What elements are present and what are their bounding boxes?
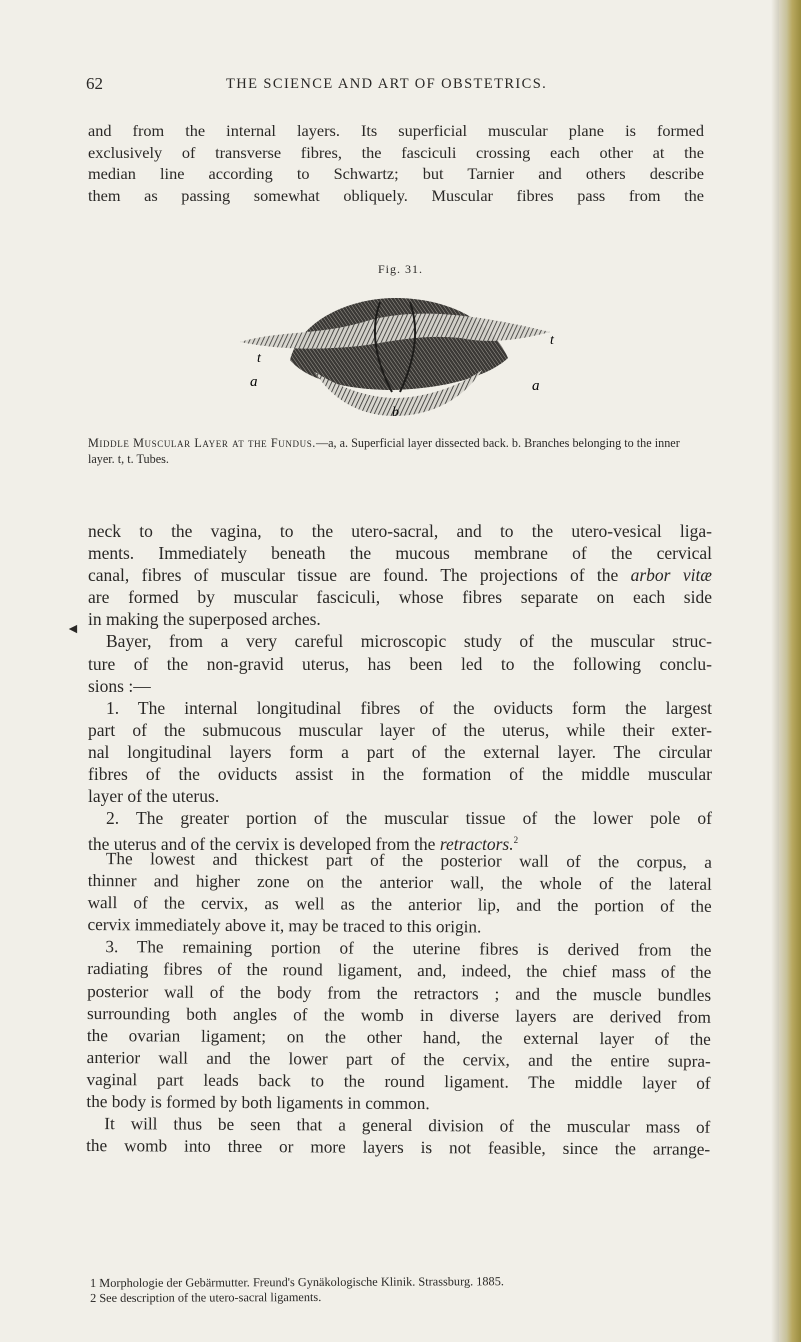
page-edge-shadow xyxy=(771,0,779,1342)
text-line: posterior wall of the body from the retractors ; and the muscle bundles xyxy=(87,981,712,1005)
footnote: 2 See description of the utero-sacral ligaments. xyxy=(90,1289,322,1305)
figure-label: Fig. 31. xyxy=(377,262,423,276)
paragraph-middle xyxy=(88,520,712,855)
text-line: the ovarian ligament; on the other hand, the external layer of the xyxy=(86,1025,711,1049)
text-line: ments. Immediately beneath the mucous membrane of the cervical xyxy=(88,543,712,564)
text-line: 1. The internal longitudinal fibres of the oviducts form the largest xyxy=(106,697,712,718)
text-line: them as passing somewhat obliquely. Muscular fibres pass from the xyxy=(88,185,704,205)
text-line: the womb into three or more layers is not feasible, since the arrange- xyxy=(86,1136,711,1160)
paragraph-top xyxy=(88,120,704,206)
text-line: wall of the cervix, as well as the anterior lip, and the portion of the xyxy=(87,893,712,916)
text-line: 2. The greater portion of the muscular tissue of the lower pole of xyxy=(106,808,712,829)
figure-letter-a-left: a xyxy=(250,374,258,390)
margin-arrow-mark: ◄ xyxy=(66,622,80,637)
text-line: ture of the non-gravid uterus, has been led to the following conclu- xyxy=(88,653,712,674)
text-segment: the uterus and of the cervix is developed from the xyxy=(88,834,436,855)
text-line: It will thus be seen that a general division of the muscular mass of xyxy=(104,1114,711,1137)
text-line: part of the submucous muscular layer of the uterus, while their exter- xyxy=(88,719,712,740)
figure-letter-a-right: a xyxy=(532,378,540,394)
text-line: in making the superposed arches. xyxy=(88,609,321,630)
text-segment: canal, fibres of muscular tissue are found. The projections of the xyxy=(88,565,619,586)
text-line: fibres of the oviducts assist in the formation of the middle muscular xyxy=(88,764,712,785)
text-line: nal longitudinal layers form a part of the external layer. The circular xyxy=(88,741,712,762)
text-line: cervix immediately above it, may be traced to this origin. xyxy=(87,915,482,937)
paragraph-lower xyxy=(86,848,712,1161)
text-line: thinner and higher zone on the anterior wall, the whole of the lateral xyxy=(87,871,712,894)
text-line xyxy=(88,564,712,586)
text-line: the body is formed by both ligaments in common. xyxy=(86,1092,430,1114)
figure-caption xyxy=(88,435,704,467)
text-line: sions :— xyxy=(88,675,151,696)
figure-letter-t-left: t xyxy=(257,351,261,366)
caption-title: Middle Muscular Layer at the Fundus. xyxy=(88,436,316,450)
text-line: anterior wall and the lower part of the cervix, and the entire supra- xyxy=(86,1047,711,1071)
footnotes xyxy=(90,1273,710,1306)
footnote-ref: 2 xyxy=(513,835,519,846)
figure-letter-t-right: t xyxy=(550,333,554,348)
text-line: median line according to Schwartz; but Tarnier and others describe xyxy=(88,164,704,183)
figure-letter-b: b xyxy=(392,405,399,420)
text-line: Bayer, from a very careful microscopic study of the muscular struc- xyxy=(106,631,712,652)
text-line: are formed by muscular fasciculi, whose fibres separate on each side xyxy=(88,587,712,608)
footnote: 1 Morphologie der Gebärmutter. Freund's Gynäkologische Klinik. Strassburg. 1885. xyxy=(90,1274,504,1290)
caption-text: —a, a. Superficial layer dissected back. b. Branches belonging to the inner layer. t, t. Tubes. xyxy=(88,436,680,466)
text-line: The lowest and thickest part of the posterior wall of the corpus, a xyxy=(105,849,712,872)
text-line: vaginal part leads back to the round ligament. The middle layer of xyxy=(86,1069,711,1093)
page-header xyxy=(86,74,706,96)
page-edge xyxy=(779,0,801,1342)
italic-term: arbor vitæ xyxy=(630,565,712,586)
running-title: THE SCIENCE AND ART OF OBSTETRICS. xyxy=(226,76,548,92)
text-line: exclusively of transverse fibres, the fasciculi crossing each other at the xyxy=(88,142,704,162)
text-line: 3. The remaining portion of the uterine fibres is derived from the xyxy=(105,937,712,961)
text-line: layer of the uterus. xyxy=(88,786,220,807)
text-line: and from the internal layers. Its superficial muscular plane is formed xyxy=(88,121,704,140)
text-line: radiating fibres of the round ligament, and, indeed, the chief mass of the xyxy=(87,959,712,983)
text-line: neck to the vagina, to the utero-sacral, and to the utero-vesical liga- xyxy=(88,521,712,541)
page-number: 62 xyxy=(86,74,103,93)
italic-term: retractors. xyxy=(439,834,514,855)
uterus-muscle-illustration xyxy=(220,280,560,420)
text-line: surrounding both angles of the womb in diverse layers are derived from xyxy=(86,1003,712,1027)
